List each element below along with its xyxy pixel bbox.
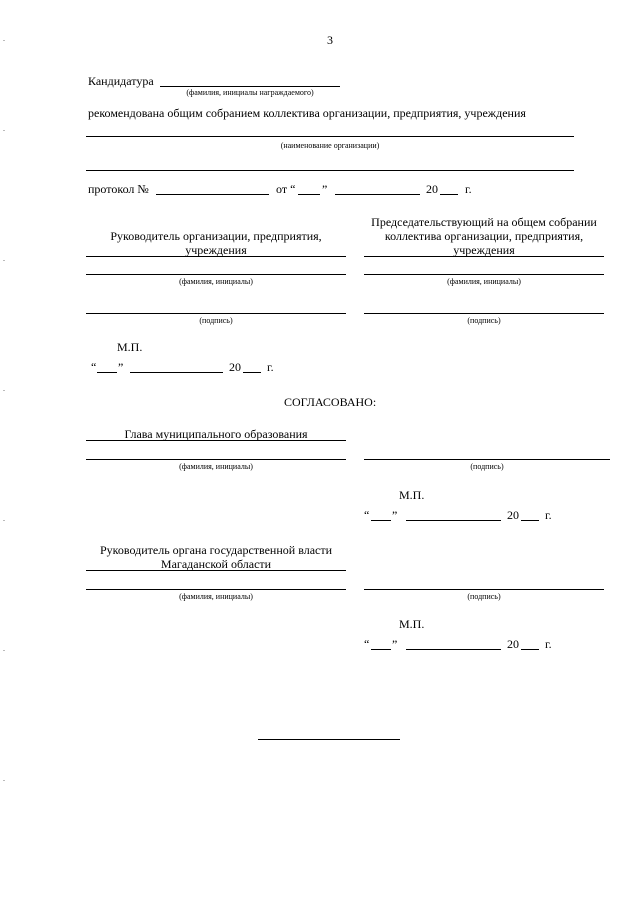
scan-mark xyxy=(3,260,5,261)
head-of-org-title-underline xyxy=(86,256,346,257)
candidate-label: Кандидатура xyxy=(88,74,154,88)
head-of-org-name-field[interactable] xyxy=(86,274,346,275)
municipal-head-mp: М.П. xyxy=(399,488,425,502)
chairman-title: Председательствующий на общем собрании коллектива организации, предприятия, учреждения xyxy=(371,215,597,257)
municipal-head-year-prefix: 20 xyxy=(507,508,519,522)
candidate-caption: (фамилия, инициалы награждаемого) xyxy=(186,88,314,97)
state-head-signature-caption: (подпись) xyxy=(467,592,501,601)
municipal-head-day-field[interactable] xyxy=(371,520,391,521)
state-head-year-field[interactable] xyxy=(521,649,539,650)
state-head-title-line1: Руководитель органа государственной власти xyxy=(99,543,333,557)
state-head-mp: М.П. xyxy=(399,617,425,631)
protocol-day-field[interactable] xyxy=(298,194,320,195)
candidate-name-field[interactable] xyxy=(160,86,340,87)
state-head-quote-open: “ xyxy=(364,637,370,651)
scan-mark xyxy=(3,650,5,651)
municipal-head-title-underline xyxy=(86,440,346,441)
municipal-head-month-field[interactable] xyxy=(406,520,501,521)
scan-mark xyxy=(3,780,5,781)
head-of-org-signature-caption: (подпись) xyxy=(199,316,233,325)
municipal-head-signature-field[interactable] xyxy=(364,459,610,460)
scan-mark xyxy=(3,390,5,391)
state-head-quote-close: ” xyxy=(392,637,398,651)
chairman-name-field[interactable] xyxy=(364,274,604,275)
municipal-head-quote-open: “ xyxy=(364,508,370,522)
protocol-month-field[interactable] xyxy=(335,194,420,195)
protocol-label: протокол № xyxy=(88,182,149,196)
chairman-signature-field[interactable] xyxy=(364,313,604,314)
head-of-org-title: Руководитель организации, предприятия, учреждения xyxy=(110,229,322,257)
organization-name-field[interactable] xyxy=(86,136,574,137)
stamp-1-year-suffix: г. xyxy=(267,360,274,374)
municipal-head-title: Глава муниципального образования xyxy=(124,427,308,441)
municipal-head-year-suffix: г. xyxy=(545,508,552,522)
chairman-title-underline xyxy=(364,256,604,257)
state-head-title-underline xyxy=(86,570,346,571)
municipal-head-name-field[interactable] xyxy=(86,459,346,460)
recommended-text: рекомендована общим собранием коллектива организации, предприятия, учреждения xyxy=(88,106,526,120)
organization-name-field-2[interactable] xyxy=(86,170,574,171)
stamp-1-year-field[interactable] xyxy=(243,372,261,373)
municipal-head-quote-close: ” xyxy=(392,508,398,522)
state-head-title-line2: Магаданской области xyxy=(160,557,272,571)
protocol-year-field[interactable] xyxy=(440,194,458,195)
state-head-name-field[interactable] xyxy=(86,589,346,590)
state-head-year-prefix: 20 xyxy=(507,637,519,651)
chairman-name-caption: (фамилия, инициалы) xyxy=(447,277,521,286)
chairman-signature-caption: (подпись) xyxy=(467,316,501,325)
state-head-year-suffix: г. xyxy=(545,637,552,651)
state-head-month-field[interactable] xyxy=(406,649,501,650)
municipal-head-name-caption: (фамилия, инициалы) xyxy=(179,462,253,471)
head-of-org-name-caption: (фамилия, инициалы) xyxy=(179,277,253,286)
stamp-1-mp: М.П. xyxy=(117,340,143,354)
scan-mark xyxy=(3,520,5,521)
state-head-signature-field[interactable] xyxy=(364,589,604,590)
page-number: 3 xyxy=(327,33,333,47)
protocol-quote-close: ” xyxy=(322,182,328,196)
organization-caption: (наименование организации) xyxy=(280,141,380,150)
state-head-day-field[interactable] xyxy=(371,649,391,650)
stamp-1-quote-open: “ xyxy=(91,360,97,374)
stamp-1-quote-close: ” xyxy=(118,360,124,374)
closing-rule xyxy=(258,739,400,740)
stamp-1-day-field[interactable] xyxy=(97,372,117,373)
scan-mark xyxy=(3,130,5,131)
head-of-org-signature-field[interactable] xyxy=(86,313,346,314)
stamp-1-month-field[interactable] xyxy=(130,372,223,373)
municipal-head-signature-caption: (подпись) xyxy=(470,462,504,471)
scan-mark xyxy=(3,40,5,41)
protocol-year-suffix: г. xyxy=(465,182,472,196)
protocol-number-field[interactable] xyxy=(156,194,269,195)
agreed-heading: СОГЛАСОВАНО: xyxy=(284,395,377,409)
stamp-1-year-prefix: 20 xyxy=(229,360,241,374)
municipal-head-year-field[interactable] xyxy=(521,520,539,521)
protocol-from-label: от “ xyxy=(276,182,296,196)
protocol-year-prefix: 20 xyxy=(426,182,438,196)
state-head-name-caption: (фамилия, инициалы) xyxy=(179,592,253,601)
